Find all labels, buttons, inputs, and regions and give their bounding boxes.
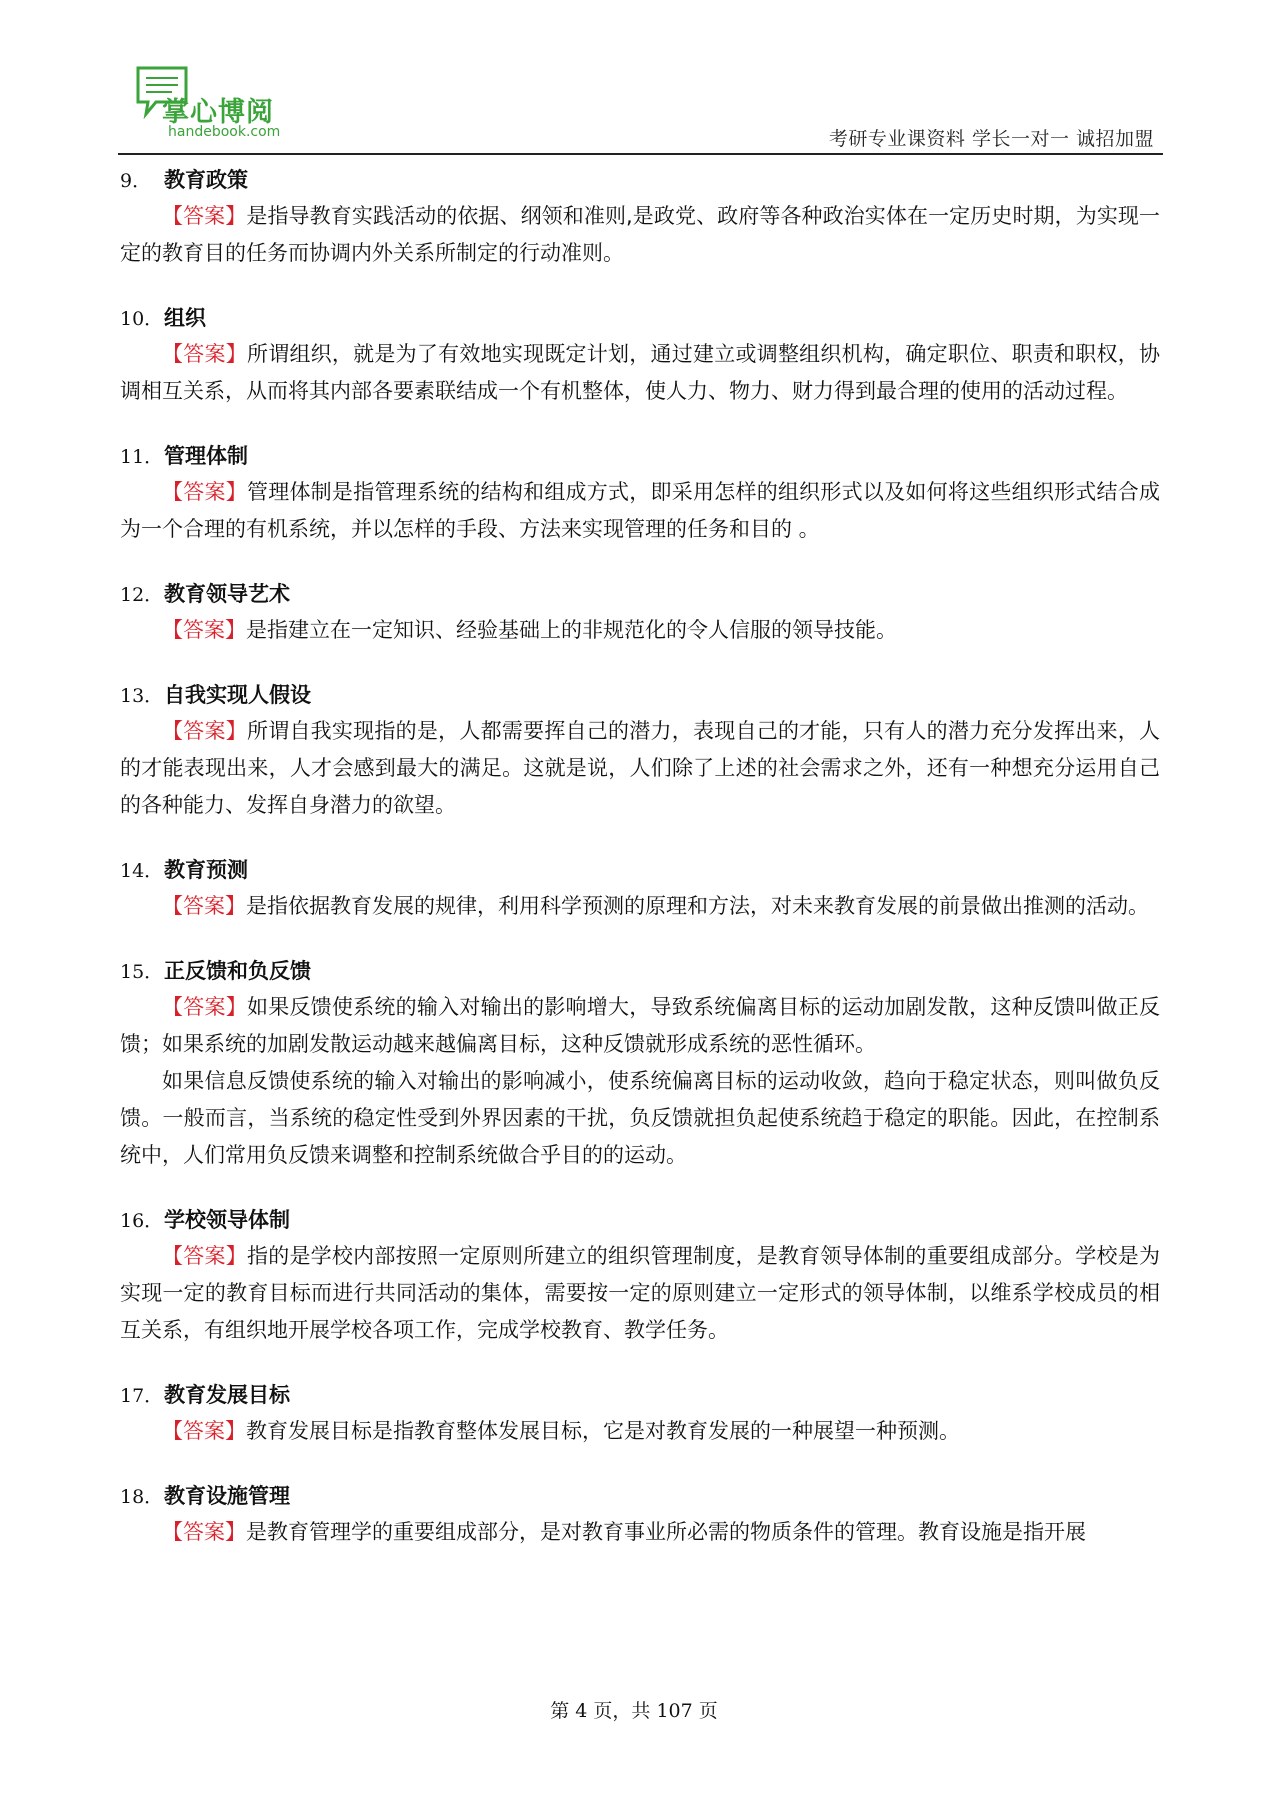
answer-paragraph	[120, 1413, 1160, 1450]
answer-text: 是指导教育实践活动的依据、纲领和准则,是政党、政府等各种政治实体在一定历史时期，为实现一定的教育目的任务而协调内外关系所制定的行动准则。	[120, 204, 1161, 265]
answer-tag: 【答案】	[162, 618, 246, 642]
glossary-content	[120, 162, 1160, 1579]
glossary-entry	[120, 300, 1160, 410]
logo-url: handebook.com	[168, 124, 281, 140]
term-number: 15．	[120, 961, 164, 983]
answer-continuation	[120, 1063, 1160, 1174]
answer-text: 教育发展目标是指教育整体发展目标，它是对教育发展的一种展望一种预测。	[246, 1419, 960, 1443]
term-heading	[120, 1377, 1160, 1413]
answer-text: 指的是学校内部按照一定原则所建立的组织管理制度，是教育领导体制的重要组成部分。学校是为实现一定的教育目标而进行共同活动的集体，需要按一定的原则建立一定形式的领导体制，以维系学校成员的相互关系，有组织地开展学校各项工作，完成学校教育、教学任务。	[120, 1244, 1161, 1342]
answer-text: 如果反馈使系统的输入对输出的影响增大，导致系统偏离目标的运动加剧发散，这种反馈叫做正反馈；如果系统的加剧发散运动越来越偏离目标，这种反馈就形成系统的恶性循环。	[120, 995, 1161, 1056]
term-name: 教育领导艺术	[164, 582, 290, 606]
glossary-entry	[120, 1202, 1160, 1349]
answer-paragraph	[120, 198, 1160, 272]
term-heading	[120, 162, 1160, 198]
glossary-entry	[120, 438, 1160, 548]
term-heading	[120, 438, 1160, 474]
term-number: 11．	[120, 446, 164, 468]
term-name: 教育发展目标	[164, 1383, 290, 1407]
term-heading	[120, 1202, 1160, 1238]
term-name: 教育预测	[164, 858, 248, 882]
answer-tag: 【答案】	[162, 894, 246, 918]
term-name: 自我实现人假设	[164, 683, 311, 707]
term-heading	[120, 852, 1160, 888]
answer-paragraph	[120, 1514, 1160, 1551]
term-name: 管理体制	[164, 444, 248, 468]
answer-text: 所谓自我实现指的是，人都需要挥自己的潜力，表现自己的才能，只有人的潜力充分发挥出来，人的才能表现出来，人才会感到最大的满足。这就是说，人们除了上述的社会需求之外，还有一种想充分运用自己的各种能力、发挥自身潜力的欲望。	[120, 719, 1161, 817]
header-slogan: 考研专业课资料 学长一对一 诚招加盟	[828, 128, 1154, 150]
answer-tag: 【答案】	[162, 1520, 246, 1544]
term-name: 正反馈和负反馈	[164, 959, 311, 983]
answer-tag: 【答案】	[162, 204, 247, 228]
answer-tag: 【答案】	[162, 1419, 246, 1443]
term-number: 9．	[120, 170, 152, 192]
glossary-entry	[120, 162, 1160, 272]
term-heading	[120, 953, 1160, 989]
answer-text: 管理体制是指管理系统的结构和组成方式，即采用怎样的组织形式以及如何将这些组织形式结合成为一个合理的有机系统，并以怎样的手段、方法来实现管理的任务和目的 。	[120, 480, 1161, 541]
answer-paragraph	[120, 474, 1160, 548]
glossary-entry	[120, 953, 1160, 1174]
term-heading	[120, 576, 1160, 612]
term-heading	[120, 677, 1160, 713]
answer-text: 是指依据教育发展的规律，利用科学预测的原理和方法，对未来教育发展的前景做出推测的活动。	[246, 894, 1149, 918]
glossary-entry	[120, 576, 1160, 649]
term-number: 18．	[120, 1486, 164, 1508]
answer-paragraph	[120, 888, 1160, 925]
term-name: 组织	[164, 306, 206, 330]
answer-tag: 【答案】	[162, 719, 247, 743]
answer-paragraph	[120, 612, 1160, 649]
answer-tag: 【答案】	[162, 995, 247, 1019]
answer-paragraph	[120, 336, 1160, 410]
term-number: 14．	[120, 860, 164, 882]
term-heading	[120, 1478, 1160, 1514]
glossary-entry	[120, 677, 1160, 824]
term-number: 10．	[120, 308, 164, 330]
answer-text: 如果信息反馈使系统的输入对输出的影响减小，使系统偏离目标的运动收敛，趋向于稳定状态，则叫做负反馈。一般而言，当系统的稳定性受到外界因素的干扰，负反馈就担负起使系统趋于稳定的职能。因此，在控制系统中，人们常用负反馈来调整和控制系统做合乎目的的运动。	[120, 1069, 1160, 1167]
glossary-entry	[120, 852, 1160, 925]
term-number: 12．	[120, 584, 164, 606]
answer-tag: 【答案】	[162, 1244, 247, 1268]
answer-paragraph	[120, 989, 1160, 1063]
glossary-entry	[120, 1377, 1160, 1450]
term-name: 教育政策	[164, 168, 248, 192]
page-header	[118, 50, 1168, 158]
term-number: 13．	[120, 685, 164, 707]
answer-text: 所谓组织，就是为了有效地实现既定计划，通过建立或调整组织机构，确定职位、职责和职权，协调相互关系，从而将其内部各要素联结成一个有机整体，使人力、物力、财力得到最合理的使用的活动过程。	[120, 342, 1161, 403]
answer-text: 是教育管理学的重要组成部分，是对教育事业所必需的物质条件的管理。教育设施是指开展	[246, 1520, 1086, 1544]
logo-text: 掌心博阅	[162, 97, 274, 128]
answer-tag: 【答案】	[162, 342, 247, 366]
answer-paragraph	[120, 713, 1160, 824]
header-divider	[118, 153, 1163, 155]
answer-text: 是指建立在一定知识、经验基础上的非规范化的令人信服的领导技能。	[246, 618, 897, 642]
term-number: 17．	[120, 1385, 164, 1407]
answer-tag: 【答案】	[162, 480, 247, 504]
term-number: 16．	[120, 1210, 164, 1232]
page-footer: 第 4 页，共 107 页	[550, 1700, 718, 1722]
glossary-entry	[120, 1478, 1160, 1551]
term-heading	[120, 300, 1160, 336]
answer-paragraph	[120, 1238, 1160, 1349]
term-name: 学校领导体制	[164, 1208, 290, 1232]
term-name: 教育设施管理	[164, 1484, 290, 1508]
